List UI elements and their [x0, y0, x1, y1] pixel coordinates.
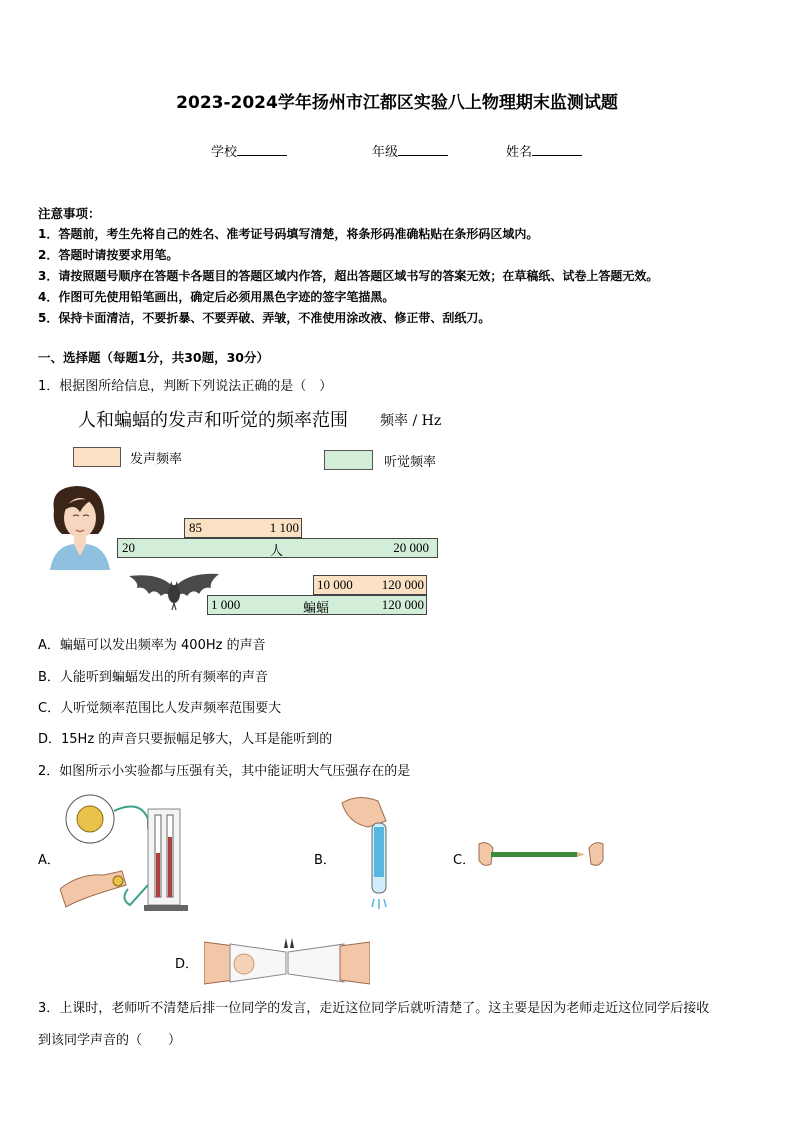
- school-blank: [237, 143, 287, 156]
- pencil-illustration: [477, 838, 605, 872]
- note-item: 2．答题时请按要求用笔。: [38, 248, 179, 262]
- human-hear-high: 20 000: [393, 540, 429, 555]
- human-emit-high: 1 100: [269, 520, 299, 535]
- woman-illustration: [40, 482, 116, 570]
- bat-emit-low: 10 000: [317, 577, 353, 592]
- legend-emit-swatch: [73, 447, 121, 467]
- note-item: 5．保持卡面清洁，不要折暴、不要弄破、弄皱，不准使用涂改液、修正带、刮纸刀。: [38, 311, 491, 325]
- q2-label-a: A．: [38, 853, 60, 868]
- legend-emit-label: 发声频率: [130, 452, 183, 467]
- note-item: 3．请按照题号顺序在答题卡各题目的答题区域内作答，超出答题区域书写的答案无效；在草稿纸、试卷上答题无效。: [38, 269, 659, 283]
- bat-hear-low: 1 000: [211, 597, 241, 612]
- question-3-line-2: 到该同学声音的（ ）: [38, 1033, 182, 1048]
- legend-hear-swatch: [324, 450, 373, 470]
- q2-label-d: D．: [175, 957, 199, 972]
- grade-label: 年级: [372, 145, 399, 160]
- bat-emit-high: 120 000: [381, 577, 424, 592]
- test-tube-illustration: [338, 793, 404, 917]
- question-2-stem: 2．如图所示小实验都与压强有关，其中能证明大气压强存在的是: [38, 764, 411, 779]
- bat-label: 蝙蝠: [303, 600, 330, 615]
- name-blank: [532, 143, 582, 156]
- q1-option-a: A．蝙蝠可以发出频率为 400Hz 的声音: [38, 638, 266, 653]
- human-label: 人: [270, 543, 284, 558]
- q1-option-c: C．人听觉频率范围比人发声频率范围要大: [38, 701, 282, 716]
- q1-option-d: D．15Hz 的声音只要振幅足够大，人耳是能听到的: [38, 732, 333, 747]
- name-label: 姓名: [506, 145, 533, 160]
- school-field: [211, 141, 287, 160]
- cups-illustration: [204, 934, 370, 992]
- notes-heading: 注意事项：: [38, 206, 101, 221]
- q2-label-b: B．: [314, 853, 336, 868]
- question-3-line-1: 3．上课时，老师听不清楚后排一位同学的发言，走近这位同学后就听清楚了。这主要是因为老师走近这位同学后接收: [38, 1001, 710, 1016]
- bat-hear-bar: [207, 595, 427, 615]
- figure-title: 人和蝙蝠的发声和听觉的频率范围: [78, 410, 348, 431]
- section-heading: 一、选择题（每题1分，共30题，30分）: [38, 350, 269, 365]
- human-hear-low: 20: [122, 540, 135, 555]
- page-title: 2023-2024学年扬州市江都区实验八上物理期末监测试题: [176, 93, 618, 113]
- q2-label-c: C．: [453, 853, 476, 868]
- human-emit-low: 85: [189, 520, 202, 535]
- bat-emit-bar: [313, 575, 427, 595]
- note-item: 4．作图可先使用铅笔画出，确定后必须用黑色字迹的签字笔描黑。: [38, 290, 395, 304]
- q1-option-b: B．人能听到蝙蝠发出的所有频率的声音: [38, 670, 268, 685]
- bat-hear-high: 120 000: [381, 597, 424, 612]
- grade-field: [372, 141, 448, 160]
- human-hear-bar: [117, 538, 438, 558]
- grade-blank: [398, 143, 448, 156]
- name-field: [506, 141, 582, 160]
- figure-unit: 频率 / Hz: [380, 413, 442, 429]
- human-emit-bar: [184, 518, 302, 538]
- note-item: 1．答题前，考生先将自己的姓名、准考证号码填写清楚，将条形码准确粘贴在条形码区域内。: [38, 227, 539, 241]
- legend-hear-label: 听觉频率: [384, 455, 437, 470]
- manometer-illustration: [60, 789, 188, 919]
- school-label: 学校: [211, 145, 238, 160]
- question-1-stem: 1．根据图所给信息，判断下列说法正确的是（ ）: [38, 379, 333, 394]
